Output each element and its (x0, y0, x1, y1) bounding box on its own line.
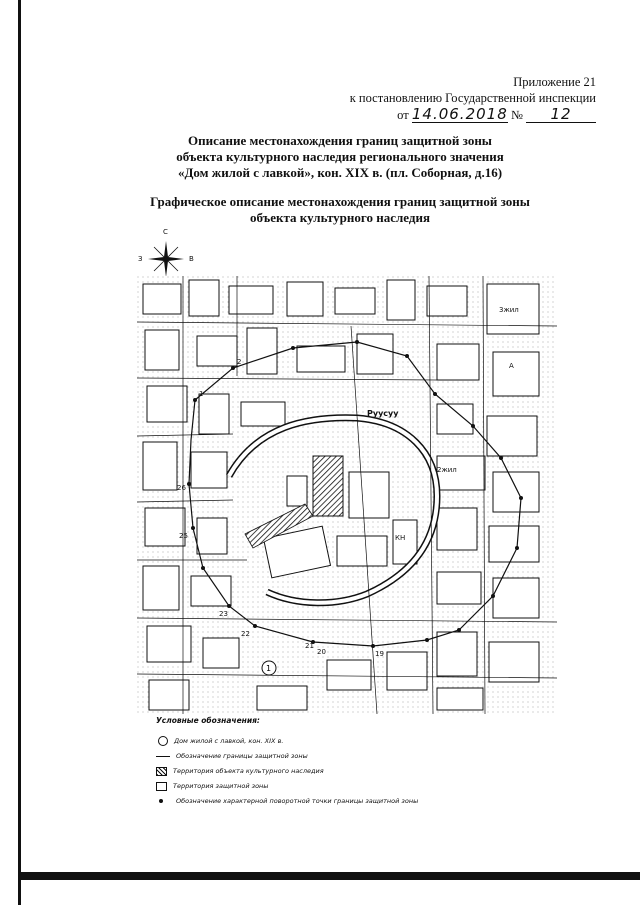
legend-item-text: Дом жилой с лавкой, кон. XIX в. (174, 737, 284, 745)
date-value: 14.06.2018 (411, 105, 508, 123)
section-title-line-1: Графическое описание местонахождения границ защитной зоны (150, 194, 530, 209)
legend-item (156, 750, 486, 762)
legend-dot-icon (156, 796, 170, 806)
label-point-26: 26 (177, 484, 186, 492)
legend-item (156, 780, 486, 792)
label-building-a: А (509, 362, 514, 370)
annex-subtitle: к постановлению Государственной инспекции (349, 91, 596, 105)
legend-item-text: Обозначение границы защитной зоны (176, 752, 308, 760)
scan-border-bottom (18, 872, 640, 880)
label-point-22: 22 (241, 630, 250, 638)
compass-east: В (189, 255, 194, 263)
legend-item-text: Территория объекта культурного наследия (173, 767, 324, 775)
number-value: 12 (526, 106, 596, 123)
label-building-jil: 2жил (437, 466, 457, 474)
main-title-line-2: объекта культурного наследия регионального значения (176, 149, 504, 164)
legend-item (156, 735, 486, 747)
annex-header (350, 74, 596, 123)
legend-title: Условные обозначения: (156, 716, 260, 725)
legend-item-text: Обозначение характерной поворотной точки границы защитной зоны (176, 797, 419, 805)
main-title (110, 133, 570, 181)
label-point-23: 23 (219, 610, 228, 618)
legend-item-text: Территория защитной зоны (173, 782, 269, 790)
compass-west: З (138, 255, 143, 263)
legend-line-icon (156, 751, 170, 761)
legend-circle-icon (158, 736, 168, 746)
main-title-line-3: «Дом жилой с лавкой», кон. XIX в. (пл. Соборная, д.16) (177, 165, 503, 180)
cadastral-map (137, 276, 557, 714)
scan-border-left (18, 0, 21, 905)
compass-north: С (163, 228, 168, 236)
label-point-19: 19 (375, 650, 384, 658)
legend-item (156, 765, 486, 777)
date-prefix: от (397, 108, 409, 122)
label-point-20: 20 (317, 648, 326, 656)
label-river: Руусуу (367, 409, 399, 418)
section-title (110, 194, 570, 226)
annex-title: Приложение 21 (513, 75, 596, 89)
svg-text:1: 1 (266, 664, 272, 673)
label-building-zh: 3жил (499, 306, 519, 314)
label-point-2: 2 (237, 358, 242, 366)
annex-date-line (397, 106, 596, 123)
number-prefix: № (510, 108, 523, 122)
label-point-21: 21 (305, 642, 314, 650)
main-title-line-1: Описание местонахождения границ защитной зоны (188, 133, 492, 148)
section-title-line-2: объекта культурного наследия (250, 210, 430, 225)
legend-box-icon (156, 782, 167, 791)
label-building-kn: КН (395, 534, 406, 542)
map-legend (156, 716, 486, 810)
label-point-25: 25 (179, 532, 188, 540)
legend-hatch-icon (156, 767, 167, 776)
legend-item (156, 795, 486, 807)
map-drawing (137, 276, 557, 714)
label-point-1: 1 (199, 390, 204, 398)
